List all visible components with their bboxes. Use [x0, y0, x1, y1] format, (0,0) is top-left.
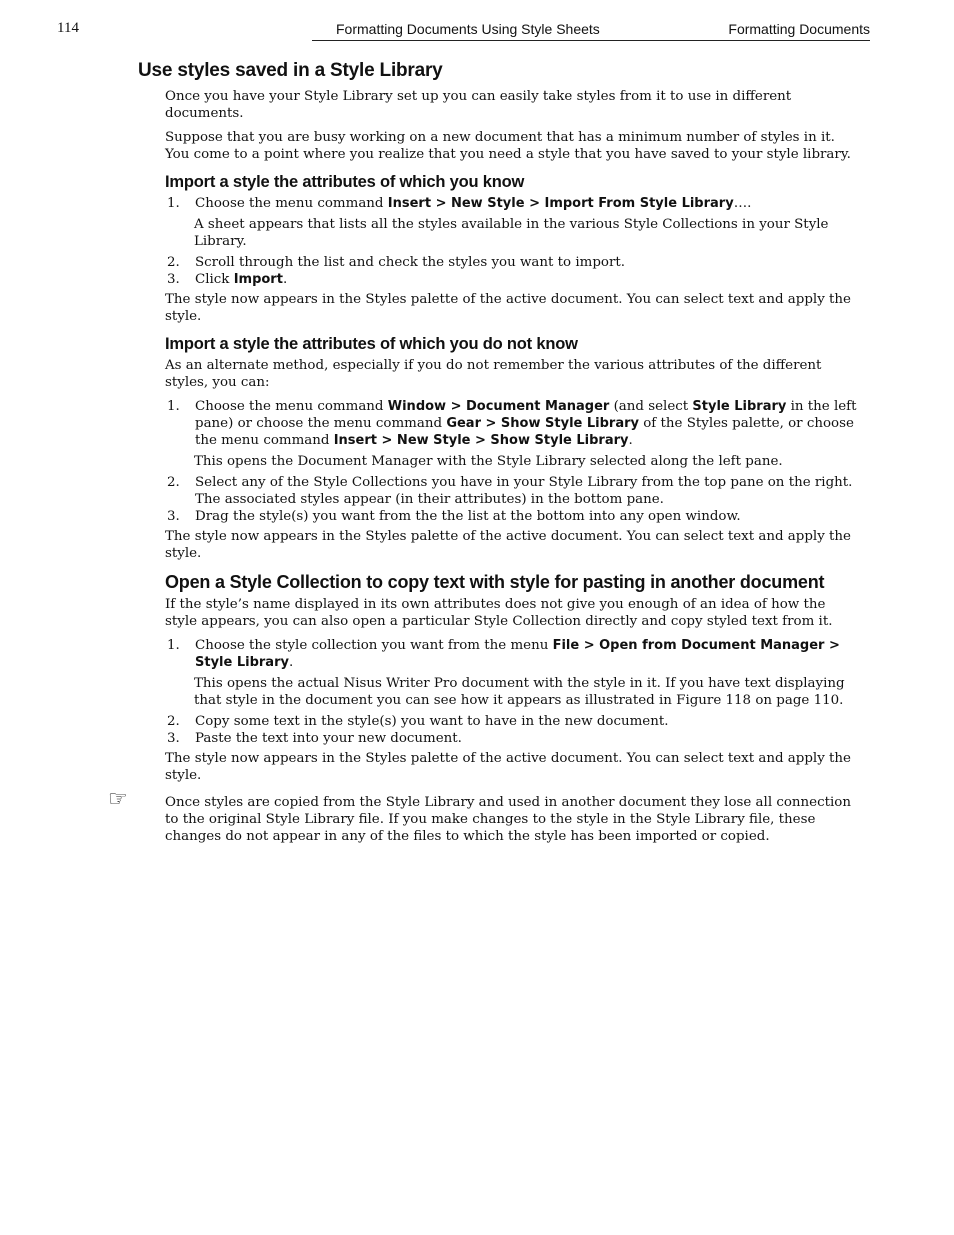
- subsection-title-open-collection: Open a Style Collection to copy text with style for pasting in another document: [165, 572, 825, 592]
- intro-paragraph: If the style’s name displayed in its own attributes does not give you enough of an idea of how the style appears, you can also open a particular Style Collection directly and copy styled text from it.: [165, 597, 833, 629]
- note-text: Once styles are copied from the Style Library and used in another document they lose all connection to the original Style Library file. If you make changes to the style in the Style Library file, these changes do not appear in any of the files to which the style has been imported or copied.: [165, 795, 851, 844]
- page-content: [0, 60, 954, 852]
- steps-list: [0, 398, 954, 525]
- note-block: [0, 787, 954, 845]
- step-text-part: Choose the menu command: [195, 399, 388, 414]
- step-text-part: .: [628, 433, 633, 448]
- step-number: 2.: [167, 475, 180, 490]
- outro-paragraph: The style now appears in the Styles palette of the active document. You can select text and apply the style.: [165, 751, 851, 783]
- step-text-part: in the left pane) or choose the menu command: [195, 399, 857, 431]
- header-rule: [312, 40, 870, 41]
- intro-paragraph: Suppose that you are busy working on a new document that has a minimum number of styles in it. You come to a point where you realize that you need a style that you have saved to your style library.: [165, 130, 851, 162]
- outro-paragraph: The style now appears in the Styles palette of the active document. You can select text and apply the style.: [165, 292, 851, 324]
- list-item: [0, 195, 954, 250]
- list-item: [0, 713, 954, 730]
- list-item: [0, 271, 954, 288]
- step-text: [195, 195, 857, 212]
- step-note: A sheet appears that lists all the styles available in the various Style Collections in your Style Library.: [194, 217, 829, 249]
- page-number: 114: [57, 20, 79, 36]
- step-note: This opens the Document Manager with the Style Library selected along the left pane.: [194, 454, 783, 469]
- section-title: Use styles saved in a Style Library: [138, 60, 443, 81]
- step-text: Paste the text into your new document.: [195, 731, 462, 746]
- menu-command: Import: [233, 272, 283, 287]
- running-header-chapter: Formatting Documents: [728, 21, 870, 37]
- step-text: Copy some text in the style(s) you want to have in the new document.: [195, 714, 669, 729]
- step-text-part: .: [282, 272, 288, 287]
- menu-command: Gear > Show Style Library: [446, 416, 639, 431]
- menu-command: Insert > New Style > Import From Style Library: [387, 196, 734, 211]
- step-number: 3.: [167, 731, 180, 746]
- step-text-part: of the Styles palette, or choose the menu command: [195, 416, 854, 448]
- page-header: [0, 20, 954, 42]
- step-number: 2.: [167, 714, 180, 729]
- step-text: [195, 398, 857, 449]
- subsection-title-import-known: Import a style the attributes of which you know: [165, 173, 525, 191]
- list-item: [0, 508, 954, 525]
- intro-paragraph: Once you have your Style Library set up you can easily take styles from it to use in different documents.: [165, 89, 792, 121]
- step-text-part: Choose the style collection you want from the menu: [195, 638, 553, 653]
- subsection-title-import-unknown: Import a style the attributes of which you do not know: [165, 335, 578, 353]
- pointing-hand-icon: ☞: [108, 787, 128, 812]
- menu-command: Style Library: [692, 399, 787, 414]
- menu-command: Insert > New Style > Show Style Library: [333, 433, 629, 448]
- list-item: [0, 398, 954, 470]
- running-header-section: Formatting Documents Using Style Sheets: [336, 21, 600, 37]
- outro-paragraph: The style now appears in the Styles palette of the active document. You can select text and apply the style.: [165, 529, 851, 561]
- step-number: 1.: [167, 196, 180, 211]
- step-text: [195, 637, 857, 671]
- step-text-part: (and select: [609, 399, 693, 414]
- menu-command: File > Open from Document Manager > Style Library: [195, 638, 840, 670]
- step-number: 3.: [167, 509, 180, 524]
- step-text: [195, 271, 857, 288]
- step-number: 2.: [167, 255, 180, 270]
- list-item: [0, 637, 954, 709]
- steps-list: [0, 195, 954, 288]
- step-number: 1.: [167, 399, 180, 414]
- steps-list: [0, 637, 954, 747]
- step-note: This opens the actual Nisus Writer Pro document with the style in it. If you have text displaying that style in the document you can see how it appears as illustrated in Figure 118 on page 110.: [194, 676, 845, 708]
- step-text-part: .: [288, 655, 294, 670]
- list-item: [0, 474, 954, 508]
- menu-command: Window > Document Manager: [387, 399, 610, 414]
- step-number: 1.: [167, 638, 180, 653]
- step-text-part: Choose the menu command: [195, 196, 388, 211]
- list-item: [0, 730, 954, 747]
- step-number: 3.: [167, 272, 180, 287]
- step-text: Scroll through the list and check the styles you want to import.: [195, 255, 626, 270]
- step-text-part: ….: [733, 196, 752, 211]
- step-text-part: Click: [195, 272, 234, 287]
- step-text: Select any of the Style Collections you have in your Style Library from the top pane on the right. The associated styles appear (in their attributes) in the bottom pane.: [195, 475, 853, 507]
- list-item: [0, 254, 954, 271]
- step-text: Drag the style(s) you want from the the list at the bottom into any open window.: [195, 509, 741, 524]
- intro-paragraph: As an alternate method, especially if you do not remember the various attributes of the different styles, you can:: [165, 358, 822, 390]
